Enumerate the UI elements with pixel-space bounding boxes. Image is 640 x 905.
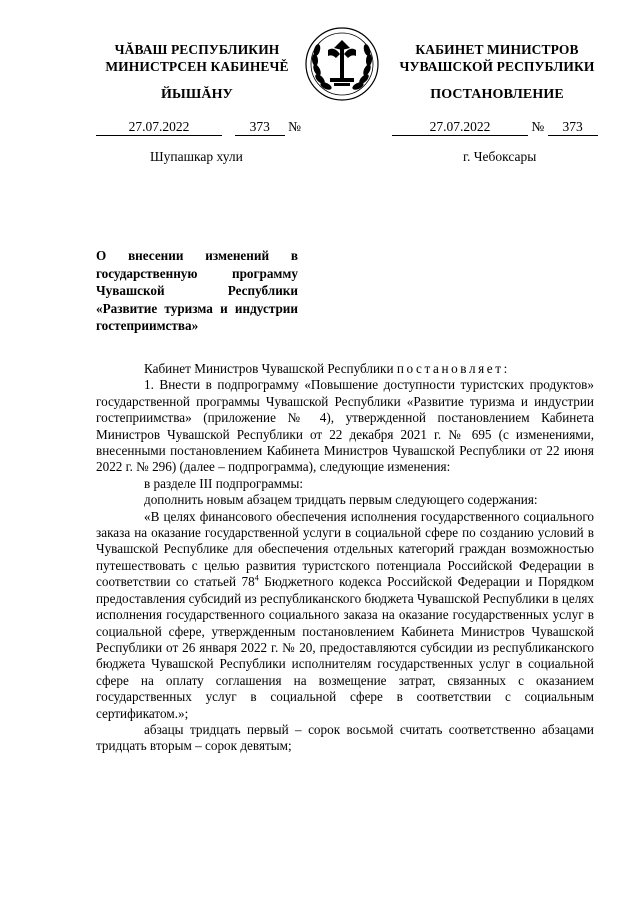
left-number: 373 [235,119,285,136]
header-right-line1: КАБИНЕТ МИНИСТРОВ [415,42,579,57]
left-no-sign: № [288,119,302,134]
left-date: 27.07.2022 [96,119,222,136]
header-right [388,41,606,103]
paragraph-3: дополнить новым абзацем тридцать первым следующего содержания: [144,492,538,508]
document-subject: О внесении изменений в государственную программу Чувашской Республики «Развитие туризма и индустрии гостеприимства» [96,248,298,334]
header-right-line2: ЧУВАШСКОЙ РЕСПУБЛИКИ [399,59,595,74]
paragraph-5: абзацы тридцать первый – сорок восьмой считать соответственно абзацами тридцать вторым – сорок девятым; [96,721,594,754]
left-city: Шупашкар хули [150,149,243,164]
header-left-doc-type: ЙЫШĂНУ [161,87,233,102]
paragraph-4-part1: «В целях финансового обеспечения исполнения государственного социального заказа на оказание государственной услуги в социальной сфере по созданию условий в Чувашской Республике для обеспечения отдельных категорий граждан возможностью путешествовать с целью развития туристского потенциала Российской Федерации в соответствии со статьей 78 [96,508,594,590]
right-no-sign: № [531,119,545,134]
paragraph-1: 1. Внести в подпрограмму «Повышение доступности туристских продуктов» государственной программы Чувашской Республики «Развитие туризма и индустрии гостеприимства» (приложение № 4), утвержденной постановлением Кабинета Министров Чувашской Республики от 22 декабря 2021 г. № 695 (с изменениями, внесенными постановлением Кабинета Министров Чувашской Республики от 22 июня 2022 г. № 296) (далее – подпрограмма), следующие изменения: [96,377,594,475]
header-left [96,41,298,103]
paragraph-4-part2: Бюджетного кодекса Российской Федерации и Порядком предоставления субсидий из республиканского бюджета Чувашской Республики в целях исполнения государственного социального заказа на оказание государственных услуг в социальной сфере, утвержденным постановлением Кабинета Министров Чувашской Республики от 26 января 2022 г. № 20, предоставляются субсидии из республиканского бюджета Чувашской Республики исполнителям государственных услуг в социальной сфере на оплату соглашения на возмещение затрат, связанных с оказанием государственных услуг в социальной сфере в соответствии с социальным сертификатом.»; [96,574,594,721]
paragraph-2: в разделе III подпрограммы: [144,475,304,491]
right-number: 373 [548,119,598,136]
right-date: 27.07.2022 [392,119,528,136]
article-superscript: 4 [254,573,259,583]
header-right-doc-type: ПОСТАНОВЛЕНИЕ [430,87,564,102]
paragraph-4 [96,509,594,722]
document-body [96,361,594,755]
chuvash-coat-of-arms-icon [304,26,380,102]
header-left-line1: ЧĂВАШ РЕСПУБЛИКИН [114,42,280,57]
header-left-line2: МИНИСТРСЕН КАБИНЕЧĚ [105,59,289,74]
left-dateline [96,119,301,136]
right-dateline [392,119,598,136]
right-city: г. Чебоксары [463,149,537,164]
intro-paragraph [96,361,594,377]
intro-verb: постановляет: [396,361,510,376]
intro-prefix: Кабинет Министров Чувашской Республики [144,361,394,376]
